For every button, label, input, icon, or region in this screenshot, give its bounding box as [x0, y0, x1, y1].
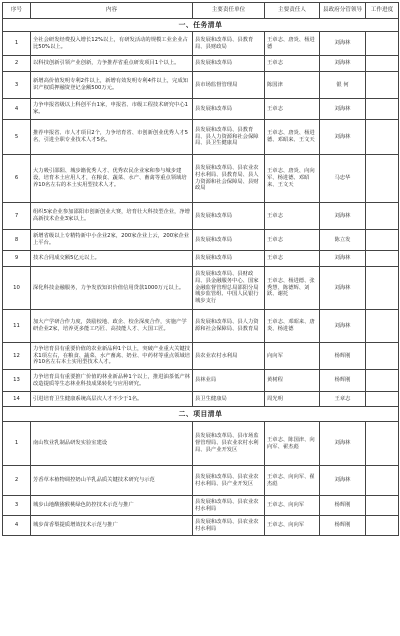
row-progress — [366, 99, 399, 120]
row-progress — [366, 370, 399, 392]
row-unit: 县发展和改革局、县财政局、县金融服务中心、国家金融监督管理总局邵阳分局城步监管组、中国人民银行城步支行 — [193, 267, 265, 310]
row-unit: 县发展和改革局 — [193, 99, 265, 120]
row-number: 6 — [3, 155, 31, 203]
row-person: 王章志 — [265, 251, 320, 267]
row-progress — [366, 56, 399, 72]
row-leader: 杨辉刚 — [320, 370, 366, 392]
row-progress — [366, 422, 399, 466]
table-row — [3, 155, 399, 203]
row-person: 王章志、向向军、翟杰彪 — [265, 466, 320, 496]
row-unit: 县发展和改革局、县农业农村水利局 — [193, 516, 265, 536]
row-leader: 刘海林 — [320, 310, 366, 343]
row-unit: 县发展和改革局 — [193, 203, 265, 230]
row-number: 5 — [3, 120, 31, 155]
table-row — [3, 516, 399, 536]
row-unit: 县发展和改革局 — [193, 56, 265, 72]
table-row — [3, 72, 399, 99]
row-person: 王章志 — [265, 56, 320, 72]
row-person: 王章志 — [265, 99, 320, 120]
row-person: 黄树程 — [265, 370, 320, 392]
row-leader: 杨辉刚 — [320, 343, 366, 370]
row-leader: 马忠华 — [320, 155, 366, 203]
row-leader: 刘海林 — [320, 120, 366, 155]
row-unit: 县发展和改革局、县市场监督管理局、县农业农村水利局、县产业开发区 — [193, 422, 265, 466]
row-progress — [366, 496, 399, 516]
table-row — [3, 230, 399, 251]
table-header-row — [3, 3, 399, 19]
table-row — [3, 392, 399, 407]
row-person: 王章志、杨进德、张秀慧、陈德辉、刘跃、谢托 — [265, 267, 320, 310]
row-progress — [366, 516, 399, 536]
row-content: 引进培育卫生健康系统高层次人才不少于1名。 — [31, 392, 193, 407]
row-content: 加大产学研合作力度，鼓励校地、政企、校企深度合作，实施产学研企业2家，培养更多能工巧匠、高技能人才、大国工匠。 — [31, 310, 193, 343]
row-content: 深化科技金融服务，力争发放知识价值信用贷款1000万元以上。 — [31, 267, 193, 310]
row-leader: 刘海林 — [320, 32, 366, 56]
row-content: 全社会研发经费投入增长12%以上，有研发活动的规模工业企业占比50%以上。 — [31, 32, 193, 56]
row-progress — [366, 203, 399, 230]
row-unit: 县农业农村水利局 — [193, 343, 265, 370]
row-number: 8 — [3, 230, 31, 251]
row-content: 芳香草本植物调控奶山羊乳品质关键技术研究与示范 — [31, 466, 193, 496]
row-content: 力争培育县有重要价值的农业新品种1个以上，突破产业重大关键技术1项左右，在粮食、蔬菜、水产畜禽、奶业、中药材等重点领域培养10名左右本土实用型技术人才。 — [31, 343, 193, 370]
row-leader: 刘海林 — [320, 466, 366, 496]
row-number: 1 — [3, 422, 31, 466]
row-person: 王章志、向向军 — [265, 516, 320, 536]
header-cell: 内容 — [31, 3, 193, 19]
section-header-row — [3, 19, 399, 32]
row-number: 2 — [3, 466, 31, 496]
row-progress — [366, 32, 399, 56]
row-leader: 陈立发 — [320, 230, 366, 251]
row-leader: 银 何 — [320, 72, 366, 99]
row-person: 王章志、唐炎、杨进德 — [265, 32, 320, 56]
row-unit: 县发展和改革局、县农业农村水利局、县教育局、县人力资源和社会保障局、县财政局 — [193, 155, 265, 203]
row-leader: 刘海林 — [320, 251, 366, 267]
table-row — [3, 203, 399, 230]
row-progress — [366, 120, 399, 155]
row-person: 向向军 — [265, 343, 320, 370]
section-header-row — [3, 407, 399, 422]
row-unit: 县市场监督管理局 — [193, 72, 265, 99]
row-number: 1 — [3, 32, 31, 56]
row-content: 南山牧业乳制品研发实验室建设 — [31, 422, 193, 466]
row-content: 大力吸引邵阳、城步籍优秀人才、优秀农民企业家和参与城步建设，培育本土应用人才，在粮食、蔬菜、水产、畜禽等重点领域培养10名左右的本土实用型技术人才。 — [31, 155, 193, 203]
row-leader: 刘海林 — [320, 56, 366, 72]
table-row — [3, 310, 399, 343]
row-progress — [366, 230, 399, 251]
row-number: 4 — [3, 516, 31, 536]
row-person: 王章志、陈国津、向向军、翟杰彪 — [265, 422, 320, 466]
header-cell: 主要责任人 — [265, 3, 320, 19]
table-row — [3, 251, 399, 267]
row-progress — [366, 466, 399, 496]
row-number: 3 — [3, 496, 31, 516]
row-progress — [366, 267, 399, 310]
table-row — [3, 99, 399, 120]
row-content: 城步苗香梨提质增效技术示范与推广 — [31, 516, 193, 536]
row-number: 12 — [3, 343, 31, 370]
row-leader: 刘海林 — [320, 422, 366, 466]
row-number: 14 — [3, 392, 31, 407]
table-body — [3, 19, 399, 536]
row-leader: 王章志 — [320, 392, 366, 407]
section-title: 一、任务清单 — [3, 19, 399, 32]
row-leader: 刘海林 — [320, 267, 366, 310]
row-content: 力争培育具有重要推广价值的林业新品种1个以上，推进油茶低产林改造提质等生态林业科技成果转化与应用研究。 — [31, 370, 193, 392]
row-person: 王章志、唐炎、向向军、杨进德、邓昭来、王文天 — [265, 155, 320, 203]
row-content: 新增省级以上专精特新中小企业2家，200家企业上云，200家企业上平台。 — [31, 230, 193, 251]
row-leader: 刘海林 — [320, 99, 366, 120]
table-row — [3, 370, 399, 392]
header-cell: 工作进度 — [366, 3, 399, 19]
row-number: 7 — [3, 203, 31, 230]
row-content: 技术合同成交额5亿元以上。 — [31, 251, 193, 267]
table-row — [3, 120, 399, 155]
row-unit: 县发展和改革局、县人力资源和社会保障局、县教育局 — [193, 310, 265, 343]
row-unit: 县发展和改革局 — [193, 251, 265, 267]
row-person: 王章志 — [265, 230, 320, 251]
row-person: 陈国津 — [265, 72, 320, 99]
row-content: 组织5家企业参加邵阳市创新创业大赛，培育壮大科技型企业，净增高新技术企业3家以上。 — [31, 203, 193, 230]
table-row — [3, 422, 399, 466]
row-unit: 县卫生健康局 — [193, 392, 265, 407]
row-person: 王章志、向向军 — [265, 496, 320, 516]
row-content: 力争申报省级以上科创平台1家，申报省、市级工程技术研究中心1家。 — [31, 99, 193, 120]
row-content: 推荐申报省、市人才项目2个，力争培育省、市创新创业优秀人才5名，引进全职专业技术人才5名。 — [31, 120, 193, 155]
header-cell: 主要责任单位 — [193, 3, 265, 19]
row-leader: 刘海林 — [320, 203, 366, 230]
row-progress — [366, 310, 399, 343]
row-unit: 县林业局 — [193, 370, 265, 392]
row-unit: 县发展和改革局、县教育局、县人力资源和社会保障局、县卫生健康局 — [193, 120, 265, 155]
row-progress — [366, 155, 399, 203]
row-content: 以科技创新引领产业创新，力争推荐省重点研发项目1个以上。 — [31, 56, 193, 72]
header-cell: 县政府分管领导 — [320, 3, 366, 19]
table-row — [3, 267, 399, 310]
table-row — [3, 343, 399, 370]
row-number: 4 — [3, 99, 31, 120]
row-unit: 县发展和改革局、县农业农村水利局、县产业开发区 — [193, 466, 265, 496]
row-person: 周光明 — [265, 392, 320, 407]
row-progress — [366, 392, 399, 407]
row-unit: 县发展和改革局 — [193, 230, 265, 251]
row-number: 11 — [3, 310, 31, 343]
row-person: 王章志 — [265, 203, 320, 230]
row-unit: 县发展和改革局、县教育局、县财政局 — [193, 32, 265, 56]
row-progress — [366, 72, 399, 99]
task-table — [2, 2, 399, 536]
section-title: 二、项目清单 — [3, 407, 399, 422]
header-cell: 序号 — [3, 3, 31, 19]
table-row — [3, 496, 399, 516]
row-number: 3 — [3, 72, 31, 99]
row-leader: 杨辉刚 — [320, 496, 366, 516]
row-content: 新增高价值发明专利2件以上，新增有效发明专利4件以上，完成知识产权质押融资登记金额500万元。 — [31, 72, 193, 99]
table-row — [3, 466, 399, 496]
row-leader: 杨辉刚 — [320, 516, 366, 536]
row-unit: 县发展和改革局、县农业农村水利局 — [193, 496, 265, 516]
row-person: 王章志、唐炎、杨进德、邓昭来、王文天 — [265, 120, 320, 155]
row-progress — [366, 343, 399, 370]
row-progress — [366, 251, 399, 267]
row-person: 王章志、邓昭来、唐炎、杨进德 — [265, 310, 320, 343]
row-number: 13 — [3, 370, 31, 392]
table-row — [3, 56, 399, 72]
row-content: 城步山地酸猕猴桃绿色防控技术示范与推广 — [31, 496, 193, 516]
table-row — [3, 32, 399, 56]
row-number: 10 — [3, 267, 31, 310]
row-number: 9 — [3, 251, 31, 267]
row-number: 2 — [3, 56, 31, 72]
